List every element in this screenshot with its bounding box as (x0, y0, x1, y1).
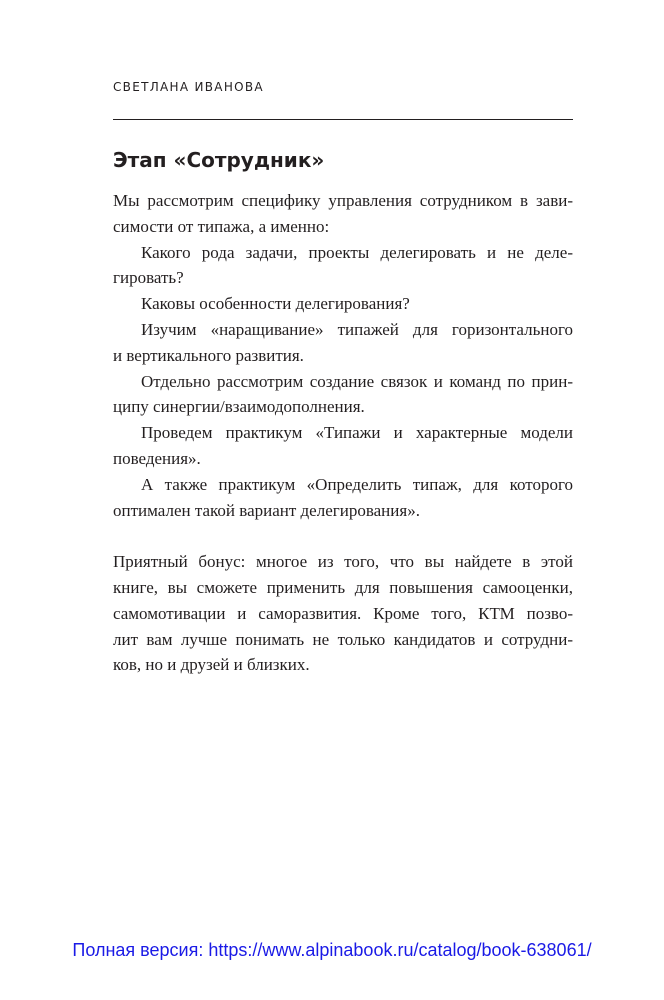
section-title: Этап «Сотрудник» (113, 148, 325, 172)
list-item-line: Изучим «наращивание» типажей для горизонтального (141, 319, 573, 339)
paragraph-2-line: ков, но и друзей и близких. (113, 655, 310, 675)
list-item-line: ципу синергии/взаимодополнения. (113, 397, 365, 417)
paragraph-gap (113, 523, 573, 549)
list-item-line: А также практикум «Определить типаж, для которого (141, 474, 573, 494)
list-item-line: Каковы особенности делегирования? (141, 294, 410, 314)
full-version-link[interactable]: Полная версия: https://www.alpinabook.ru/catalog/book-638061/ (72, 940, 592, 960)
paragraph-2-line: Приятный бонус: многое из того, что вы найдете в этой (113, 552, 573, 572)
paragraph-2-line: лит вам лучше понимать не только кандидатов и сотрудни- (113, 629, 573, 649)
list-item-line: и вертикального развития. (113, 345, 304, 365)
paragraph-1-line: Мы рассмотрим специфику управления сотрудником в зави- (113, 191, 573, 210)
body-text (113, 188, 573, 678)
list-item-line: оптимален такой вариант делегирования». (113, 500, 420, 520)
list-item-line: Какого рода задачи, проекты делегировать и не деле- (141, 242, 573, 262)
header-rule (113, 119, 573, 120)
paragraph-1-line: симости от типажа, а именно: (113, 216, 330, 236)
paragraph-2-line: самомотивации и саморазвития. Кроме того, КТМ позво- (113, 603, 573, 623)
list-item-line: поведения». (113, 448, 201, 468)
list-item-line: Отдельно рассмотрим создание связок и команд по прин- (141, 371, 573, 391)
paragraph-2-line: книге, вы сможете применить для повышения самооценки, (113, 577, 573, 597)
list-item-line: Проведем практикум «Типажи и характерные модели (141, 423, 573, 443)
list-item-line: гировать? (113, 268, 184, 288)
running-head-author: СВЕТЛАНА ИВАНОВА (113, 80, 264, 94)
